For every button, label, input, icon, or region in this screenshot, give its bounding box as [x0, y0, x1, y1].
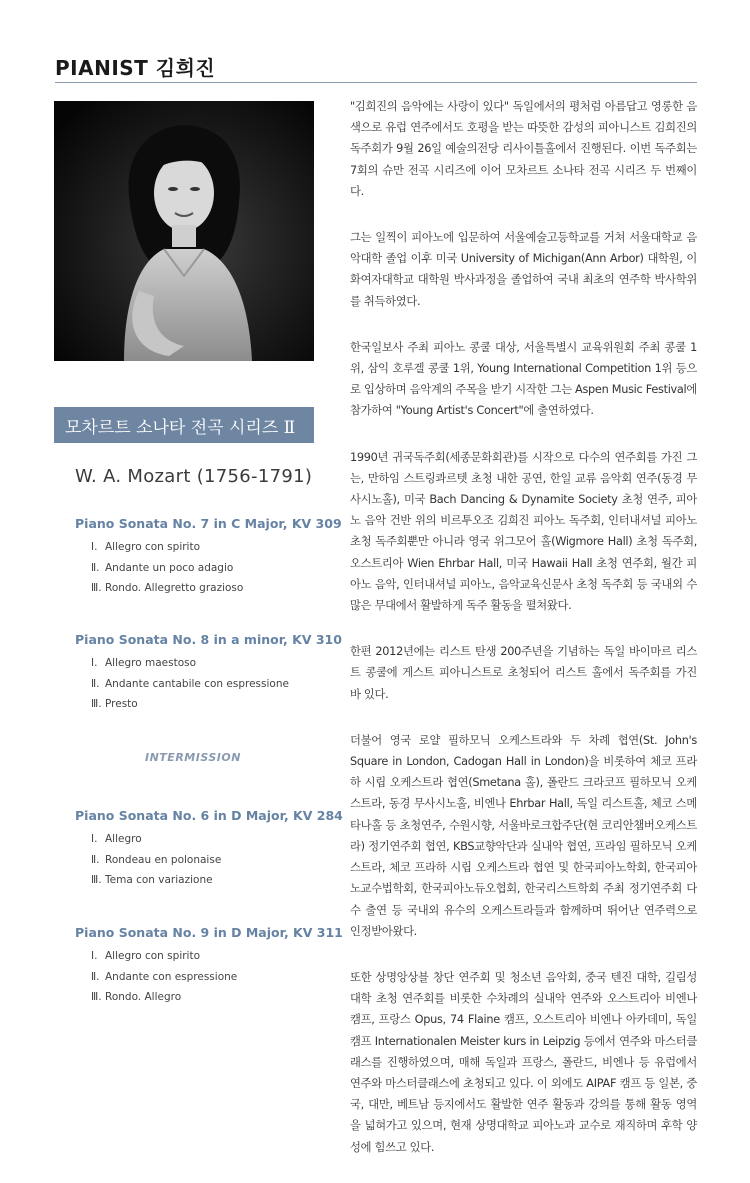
- movement-item: Ⅱ. Andante cantabile con espressione: [91, 677, 289, 690]
- movement-item: Ⅲ. Rondo. Allegretto grazioso: [91, 582, 244, 594]
- bio-paragraph: 그는 일찍이 피아노에 입문하여 서울예술고등학교를 거쳐 서울대학교 음악대학 졸업 이후 미국 University of Michigan(Ann Arbor) 대학원, 이화여자대학교 대학원 박사과정을 졸업하여 국내 최초의 연주학 박사학위를 취득하였다.: [350, 231, 697, 308]
- movement-item: Ⅲ. Tema con variazione: [91, 874, 213, 886]
- program-piece: [75, 516, 342, 599]
- movement-item: Ⅰ. Allegro: [91, 833, 142, 845]
- intermission-label: INTERMISSION: [145, 751, 241, 764]
- bio-paragraph: 또한 상명앙상블 창단 연주회 및 청소년 음악회, 중국 텐진 대학, 길림성대학 초청 연주회를 비롯한 수차례의 실내악 연주와 오스트리아 비엔나 캠프, 프랑스 Opus, 74 Flaine 캠프, 오스트리아 비엔나 아카데미, 독일 캠프 Internationalen Meister kurs in Leipzig 등에서 연주와 마스터클래스를 진행하였으며, 매해 독일과 프랑스, 폴란드, 비엔나 등 유럽에서 연주와 마스터클래스에 초청되고 있다. 이 외에도 AIPAF 캠프 등 일본, 중국, 대만, 베트남 등지에서도 활발한 연주 활동과 강의를 통해 활동 영역을 넓혀가고 있으며, 현재 상명대학교 피아노과 교수로 재직하며 후학 양성에 힘쓰고 있다.: [350, 970, 697, 1154]
- bio-paragraph: 1990년 귀국독주회(세종문화회관)를 시작으로 다수의 연주회를 가진 그는, 만하임 스트링콰르텟 초청 내한 공연, 한일 교류 음악회 연주(동경 무사시노홀), 미국 Bach Dancing & Dynamite Society 초청 연주, 피아노 음악 건반 위의 비르투오조 김희진 피아노 독주회, 인터내셔널 피아노 초청 독주회뿐만 아니라 영국 위그모어 홀(Wigmore Hall) 초청 독주회, 오스트리아 Wien Ehrbar Hall, 미국 Hawaii Hall 초청 연주회, 월간 피아노 음악, 인터내셔널 피아노, 음악교육신문사 초청 독주회 등 국내외 수많은 무대에서 활발하게 독주 활동을 펼쳐왔다.: [350, 450, 697, 613]
- movement-item: Ⅰ. Allegro con spirito: [91, 541, 201, 553]
- program-piece: [75, 632, 342, 715]
- program-piece: [75, 925, 343, 1008]
- bio-paragraph: 더불어 영국 로얄 필하모닉 오케스트라와 두 차례 협연(St. John's Square in London, Cadogan Hall in London)을 비롯하여 체코 프라하 시립 오케스트라 협연(Smetana 홀), 폴란드 크라코프 필하모닉 오케스트라, 동경 무사시노홀, 비엔나 Ehrbar Hall, 독일 리스트홀, 체코 스메타나홀 등 초청연주, 수원시향, 서울바로크합주단(현 코리안챔버오케스트라) 정기연주회 협연, KBS교향악단과 실내악 협연, 프라임 필하모닉 오케스트라, 체코 프라하 시립 오케스트라 협연 및 한국피아노학회, 한국피아노교수법학회, 한국피아노듀오협회, 한국리스트학회 주최 정기연주회 다수 출연 등 국내외 유수의 오케스트라들과 함께하며 뛰어난 연주력으로 인정받아왔다.: [350, 733, 697, 938]
- title-divider: [55, 82, 697, 83]
- bio-paragraph: "김희진의 음악에는 사랑이 있다" 독일에서의 평처럼 아름답고 영롱한 음색으로 유럽 연주에서도 호평을 받는 따뜻한 감성의 피아니스트 김희진의 독주회가 9월 26일 예술의전당 리사이틀홀에서 진행된다. 이번 독주회는 7회의 슈만 전곡 시리즈에 이어 모차르트 소나타 전곡 시리즈 두 번째이다.: [350, 100, 697, 198]
- composer-name: W. A. Mozart (1756-1791): [75, 466, 313, 487]
- series-title-banner: 모차르트 소나타 전곡 시리즈 Ⅱ: [54, 407, 314, 443]
- piece-title: Piano Sonata No. 6 in D Major, KV 284: [75, 808, 343, 823]
- movement-item: Ⅲ. Presto: [91, 698, 138, 710]
- bio-paragraph: 한편 2012년에는 리스트 탄생 200주년을 기념하는 독일 바이마르 리스트 콩쿨에 게스트 피아니스트로 초청되어 리스트 홀에서 독주회를 가진 바 있다.: [350, 645, 697, 701]
- piece-title: Piano Sonata No. 9 in D Major, KV 311: [75, 925, 343, 940]
- movement-item: Ⅱ. Rondeau en polonaise: [91, 853, 222, 866]
- movement-item: Ⅱ. Andante un poco adagio: [91, 561, 234, 574]
- movement-item: Ⅰ. Allegro con spirito: [91, 950, 201, 962]
- bio-paragraph: 한국일보사 주최 피아노 콩쿨 대상, 서울특별시 교육위원회 주최 콩쿨 1위, 삼익 호루겔 콩쿨 1위, Young International Competition 1위 등으로 입상하며 음악계의 주목을 받기 시작한 그는 Aspen Music Festival에 참가하여 "Young Artist's Concert"에 출연하였다.: [350, 340, 697, 418]
- pianist-portrait: [54, 101, 314, 361]
- piece-title: Piano Sonata No. 7 in C Major, KV 309: [75, 516, 342, 531]
- movement-item: Ⅱ. Andante con espressione: [91, 970, 238, 983]
- piece-title: Piano Sonata No. 8 in a minor, KV 310: [75, 632, 342, 647]
- page-title: PIANIST 김희진: [55, 56, 216, 80]
- movement-item: Ⅰ. Allegro maestoso: [91, 657, 197, 669]
- movement-item: Ⅲ. Rondo. Allegro: [91, 991, 182, 1003]
- program-piece: [75, 808, 343, 891]
- biography: [350, 96, 697, 1183]
